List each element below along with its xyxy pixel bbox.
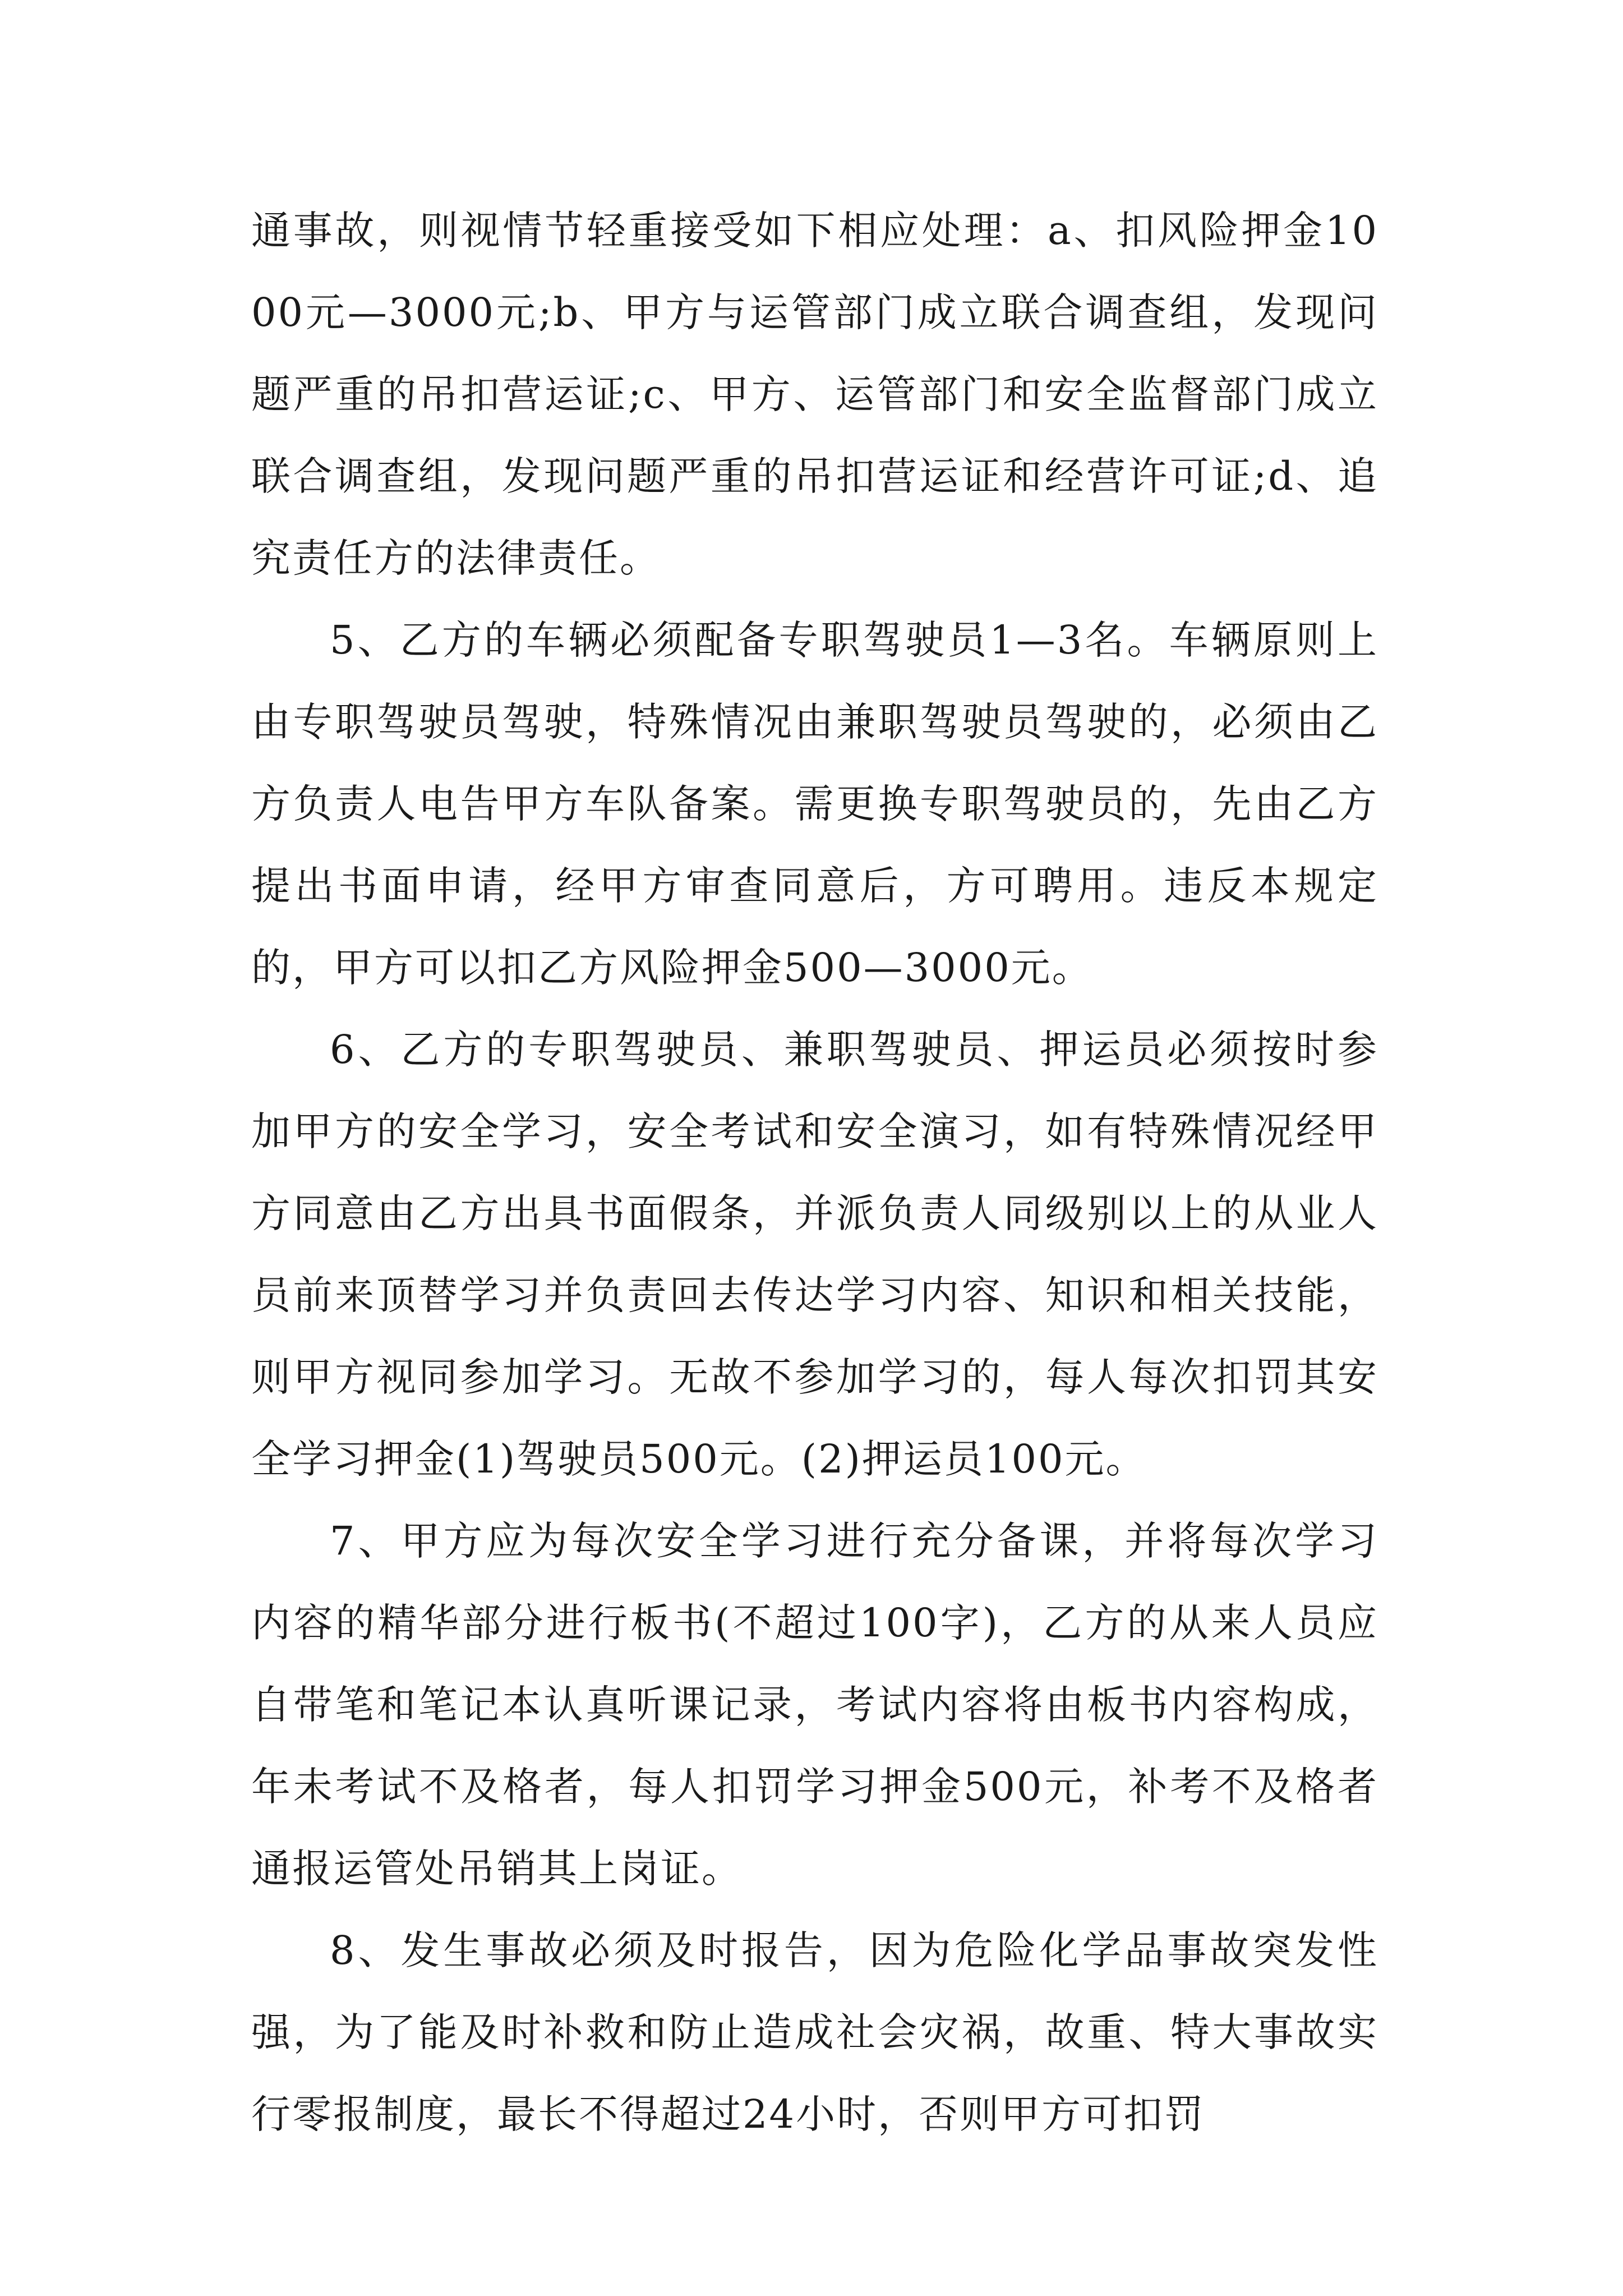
paragraph-accident-handling-continued: 通事故，则视情节轻重接受如下相应处理：a、扣风险押金1000元—3000元;b、甲方与运管部门成立联合调查组，发现问题严重的吊扣营运证;c、甲方、运管部门和安全监督部门成立联合调查组，发现问题严重的吊扣营运证和经营许可证;d、追究责任方的法律责任。: [251, 208, 1378, 581]
paragraph-clause-8-accident-report: 8、发生事故必须及时报告，因为危险化学品事故突发性强，为了能及时补救和防止造成社会灾祸，故重、特大事故实行零报制度，最长不得超过24小时，否则甲方可扣罚: [251, 1927, 1378, 2137]
paragraph-clause-7-lesson-preparation: 7、甲方应为每次安全学习进行充分备课，并将每次学习内容的精华部分进行板书(不超过100字)，乙方的从来人员应自带笔和笔记本认真听课记录，考试内容将由板书内容构成，年未考试不及格者，每人扣罚学习押金500元，补考不及格者通报运管处吊销其上岗证。: [251, 1518, 1378, 1892]
paragraph-clause-5-drivers: 5、乙方的车辆必须配备专职驾驶员1—3名。车辆原则上由专职驾驶员驾驶，特殊情况由兼职驾驶员驾驶的，必须由乙方负责人电告甲方车队备案。需更换专职驾驶员的，先由乙方提出书面申请，经甲方审查同意后，方可聘用。违反本规定的，甲方可以扣乙方风险押金500—3000元。: [251, 617, 1378, 991]
paragraph-clause-6-safety-study: 6、乙方的专职驾驶员、兼职驾驶员、押运员必须按时参加甲方的安全学习，安全考试和安全演习，如有特殊情况经甲方同意由乙方出具书面假条，并派负责人同级别以上的从业人员前来顶替学习并负责回去传达学习内容、知识和相关技能，则甲方视同参加学习。无故不参加学习的，每人每次扣罚其安全学习押金(1)驾驶员500元。(2)押运员100元。: [251, 1027, 1378, 1482]
document-body: [251, 190, 1378, 2155]
